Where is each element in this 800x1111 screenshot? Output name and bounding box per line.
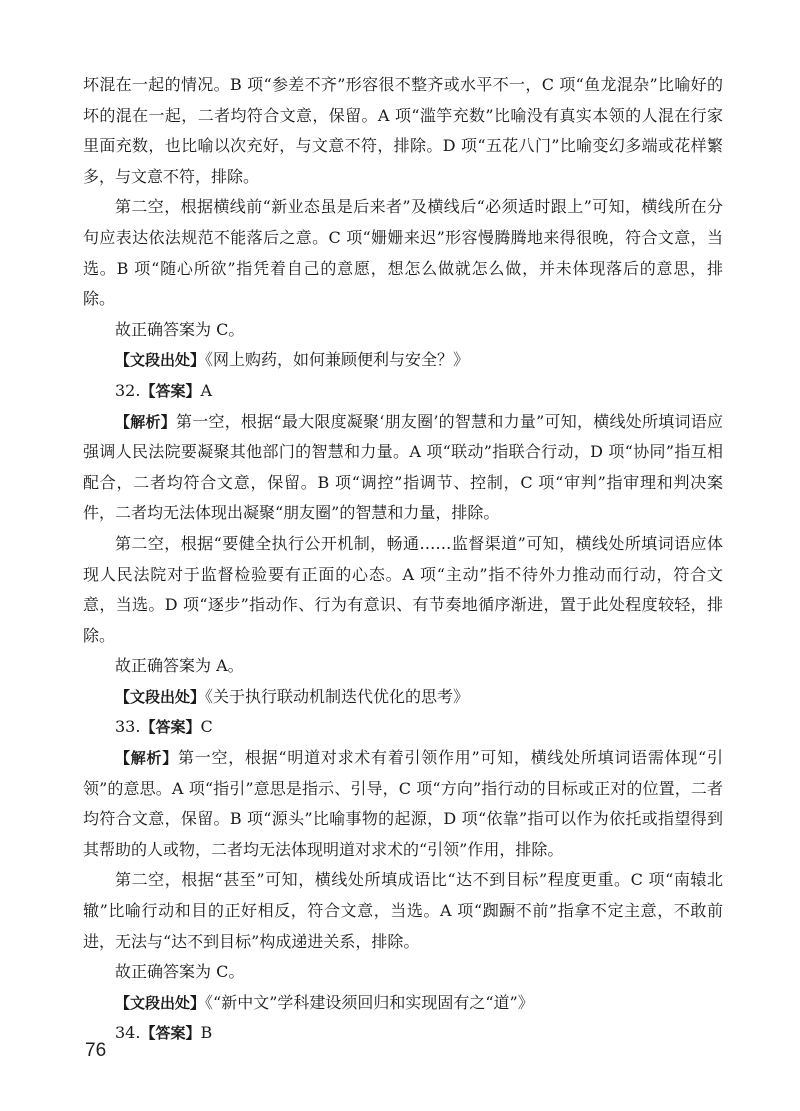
answer-explanations (83, 70, 723, 1049)
q32-answer-line: 故正确答案为 A。 (115, 656, 244, 676)
q33-analysis-paragraph-2: 第二空，根据“甚至”可知，横线处所填成语比“达不到目标”程度更重。C 项“南辕北辙”比喻行动和目的正好相反，符合文意，当选。A 项“踟蹰不前”指拿不定主意，不敢前进，无法与“达不到目标”构成递进关系，排除。 (83, 870, 723, 951)
q32-analysis-paragraph-1 (83, 407, 723, 529)
q32-source (83, 682, 723, 713)
q34-answer (83, 1018, 723, 1049)
q33-answer (83, 712, 723, 743)
analysis-label: 【解析】 (115, 412, 176, 431)
source-label: 【文段出处】 (115, 993, 206, 1012)
source-title: 《关于执行联动机制迭代优化的思考》 (205, 686, 470, 706)
q32-analysis-paragraph-2: 第二空，根据“要健全执行公开机制，畅通……监督渠道”可知，横线处所填词语应体现人民法院对于监督检验要有正面的心态。A 项“主动”指不待外力推动而行动，符合文意，当选。D 项“逐步”指动作、行为有意识、有节奏地循序渐进，置于此处程度较轻，排除。 (83, 533, 723, 645)
q31-paragraph-2: 第二空，根据横线前“新业态虽是后来者”及横线后“必须适时跟上”可知，横线所在分句应表达依法规范不能落后之意。C 项“姗姗来迟”形容慢腾腾地来得很晚，符合文意，当选。B 项“随心所欲”指凭着自己的意愿，想怎么做就怎么做，并未体现落后的意思，排除。 (83, 197, 723, 309)
answer-label: 【答案】 (140, 381, 201, 400)
answer-value: B (200, 1023, 213, 1043)
question-number: 33. (115, 717, 141, 737)
q33-answer-line: 故正确答案为 C。 (115, 962, 245, 982)
answer-value: A (200, 380, 213, 400)
answer-label: 【答案】 (140, 1024, 201, 1043)
question-number: 32. (115, 380, 141, 400)
answer-label: 【答案】 (140, 718, 201, 737)
source-label: 【文段出处】 (115, 687, 206, 706)
page-number: 76 (85, 1040, 107, 1061)
question-number: 34. (115, 1023, 141, 1043)
q31-source (83, 345, 723, 376)
source-title: 《“新中文”学科建设须回归和实现固有之“道”》 (205, 992, 534, 1012)
source-title: 《网上购药，如何兼顾便利与安全？》 (205, 350, 470, 370)
source-label: 【文段出处】 (115, 351, 206, 370)
q33-analysis-paragraph-1 (83, 743, 723, 865)
q33-source (83, 988, 723, 1019)
answer-value: C (200, 717, 213, 737)
analysis-text: 第一空，根据“明道对求术有着引领作用”可知，横线处所填词语需体现“引领”的意思。A 项“指引”意思是指示、引导，C 项“方向”指行动的目标或正对的位置，二者均符合文意，保留。B 项“源头”比喻事物的起源，D 项“依靠”指可以作为依托或指望得到其帮助的人或物，二者均无法体现明道对求术的“引领”作用，排除。 (83, 748, 723, 859)
q32-answer (83, 376, 723, 407)
analysis-text: 第一空，根据“最大限度凝聚‘朋友圈’的智慧和力量”可知，横线处所填词语应强调人民法院要凝聚其他部门的智慧和力量。A 项“联动”指联合行动，D 项“协同”指互相配合，二者均符合文意，保留。B 项“调控”指调节、控制，C 项“审判”指审理和判决案件，二者均无法体现出凝聚“朋友圈”的智慧和力量，排除。 (83, 411, 723, 523)
analysis-label: 【解析】 (115, 749, 178, 768)
q31-answer-line: 故正确答案为 C。 (115, 319, 245, 339)
q31-paragraph-1: 坏混在一起的情况。B 项“参差不齐”形容很不整齐或水平不一，C 项“鱼龙混杂”比喻好的坏的混在一起，二者均符合文意，保留。A 项“滥竽充数”比喻没有真实本领的人混在行家里面充数，也比喻以次充好，与文意不符，排除。D 项“五花八门”比喻变幻多端或花样繁多，与文意不符，排除。 (83, 75, 723, 186)
